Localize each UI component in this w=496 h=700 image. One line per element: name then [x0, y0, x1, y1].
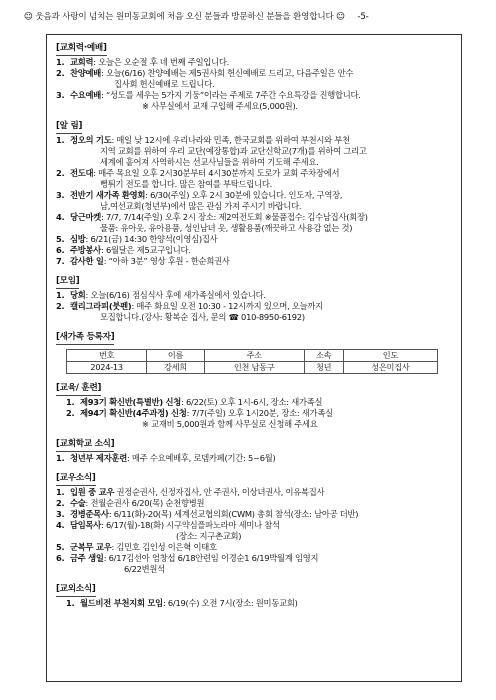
list-item: 3. 수요예배: “성도를 세우는 5가지 기둥”이라는 주제로 7주간 수요특강을 진행합니다. — [56, 90, 361, 100]
section-members — [56, 472, 454, 575]
list-item: 2. 수술: 전월순권사 6/20(목) 순천향병원 — [56, 498, 205, 508]
page-number: -5- — [357, 12, 369, 22]
page-header — [24, 10, 476, 22]
header-text: 웃음과 사랑이 넘치는 원미동교회에 처음 오신 분들과 방문하신 분들을 환영합니다 — [35, 12, 334, 22]
list-item: 1. 교회력: 오늘은 오순절 후 네 번째 주일입니다. — [56, 57, 230, 67]
bulletin-content — [56, 42, 454, 609]
list-item: 5. 심방: 6/21(금) 14:30 한양석(이영심)집사 — [56, 234, 218, 244]
table-cell: 성은미집사 — [343, 362, 437, 374]
list-item-cont: (장소: 지구촌교회) — [176, 531, 242, 541]
list-item-cont: 물품: 유아옷, 유아용품, 성인남녀 옷, 생활용품(깨끗하고 사용감 없는 것) — [100, 223, 353, 233]
section-title: [교회력·예배] — [56, 43, 107, 56]
column-header: 소속 — [304, 350, 343, 362]
list-item-note: ※ 교재비 5,000원과 함께 사무실로 신청해 주세요 — [142, 419, 318, 429]
section-external — [56, 583, 454, 609]
section-newcomer — [56, 331, 454, 374]
list-item: 2. 전도대: 매주 목요일 오후 2시30분부터 4시30분까지 도로가 교회 주차장에서 — [56, 168, 340, 178]
section-title: [새가족 등록자] — [56, 332, 114, 345]
table-cell: 강세희 — [147, 362, 205, 374]
column-header: 인도 — [343, 350, 437, 362]
list-item-cont: 남,여선교회(청년부)에서 많은 관심 가져 주시기 바랍니다. — [100, 201, 302, 211]
list-item-cont: 집사회 헌신예배로 드립니다. — [114, 79, 215, 89]
list-item: 7. 감사한 일: “아하 3분” 영상 후원 - 한순희권사 — [56, 256, 230, 266]
list-item-cont: 뻥튀기 전도를 합니다. 많은 참여를 부탁드립니다. — [100, 179, 273, 189]
list-item: 2. 제94기 확신반(4주과정) 신청: 7/7(주일) 오후 1시20분, 장소: 새가족실 — [66, 408, 333, 418]
list-item: 3. 전반기 새가족 환영회: 6/30(주일) 오후 2시 30분에 있습니다. 인도자, 구역장, — [56, 190, 343, 200]
list-item-cont: 모집합니다.(강사: 황복순 집사, 문의 ☎ 010-8950-6192) — [100, 312, 305, 322]
list-item-note: ※ 사무실에서 교재 구입해 주세요(5,000원). — [142, 101, 298, 111]
section-notice — [56, 120, 454, 267]
list-item: 1. 당회: 오늘(6/16) 점심식사 후에 새가족실에서 있습니다. — [56, 290, 266, 300]
table-header-row — [67, 350, 438, 362]
list-item: 3. 경병준목사: 6/11(화)-20(목) 세계선교협의회(CWM) 총회 참석(장소: 남아공 더반) — [56, 509, 359, 519]
column-header: 번호 — [67, 350, 147, 362]
section-title: [교외소식] — [56, 584, 96, 597]
smile-icon-right: ☺ — [336, 12, 345, 22]
list-item: 1. 입원 중 교우 권정순권사, 신정자집사, 안 주권사, 이상녀권사, 이유복집사 — [56, 487, 325, 497]
list-item-cont: 6/22변원석 — [124, 564, 165, 574]
section-title: [교육/ 훈련] — [56, 383, 101, 396]
section-worship — [56, 42, 454, 112]
list-item-cont: 지역 교회를 위하여 우리 교단(예장통합)과 교단신학교(7개)를 위하여 그리고 — [100, 146, 367, 156]
table-row — [67, 362, 438, 374]
section-school — [56, 438, 454, 464]
list-item-cont: 세계에 흩어져 사역하시는 선교사님들을 위하여 기도해 주세요. — [100, 157, 319, 167]
section-education — [56, 382, 454, 430]
section-title: [모임] — [56, 276, 79, 289]
list-item: 1. 월드비전 부천지회 모임: 6/19(수) 오전 7시(장소: 원미동교회) — [66, 598, 298, 608]
list-item: 2. 캘리그라피(붓펜): 매주 화요일 오전 10:30 - 12시까지 있으며, 오늘까지 — [56, 301, 323, 311]
smile-icon-left: ☺ — [24, 12, 33, 22]
list-item: 1. 제93기 확신반(특별반) 신청: 6/22(토) 오후 1시-6시, 장소: 새가족실 — [66, 397, 323, 407]
list-item: 1. 정오의 기도: 매일 낮 12시에 우리나라와 민족, 한국교회를 위하여 부천시와 부천 — [56, 135, 350, 145]
table-cell: 청년 — [304, 362, 343, 374]
list-item: 1. 청년부 제자훈련: 매주 수요예배후, 로뎀카페(기간: 5~6월) — [56, 453, 276, 463]
section-title: [알 림] — [56, 121, 82, 134]
list-item: 4. 당근마켓: 7/7, 7/14(주일) 오후 2시 장소: 제2여전도회 ※물품접수: 김수남집사(회장) — [56, 212, 368, 222]
list-item: 6. 금주 생일: 6/17김선아 엄창섭 6/18안련임 이경순1 6/19박월계 임영지 — [56, 553, 319, 563]
newcomer-table — [66, 349, 438, 374]
column-header: 주소 — [204, 350, 304, 362]
list-item: 4. 담임목사: 6/17(월)-18(화) 시구약심플파노라마 세미나 참석 — [56, 520, 280, 530]
section-meeting — [56, 275, 454, 323]
section-title: [교우소식] — [56, 473, 96, 486]
column-header: 이름 — [147, 350, 205, 362]
table-cell: 2024-13 — [67, 362, 147, 374]
list-item: 2. 찬양예배: 오늘(6/16) 찬양예배는 제5권사회 헌신예배로 드리고, 다음주일은 안수 — [56, 68, 354, 78]
list-item: 5. 군복무 교우: 김민호 김인성 이은혁 이태호 — [56, 542, 217, 552]
list-item: 6. 주방봉사: 6월달은 제5교구입니다. — [56, 245, 191, 255]
section-title: [교회학교 소식] — [56, 439, 114, 452]
table-cell: 인천 남동구 — [204, 362, 304, 374]
